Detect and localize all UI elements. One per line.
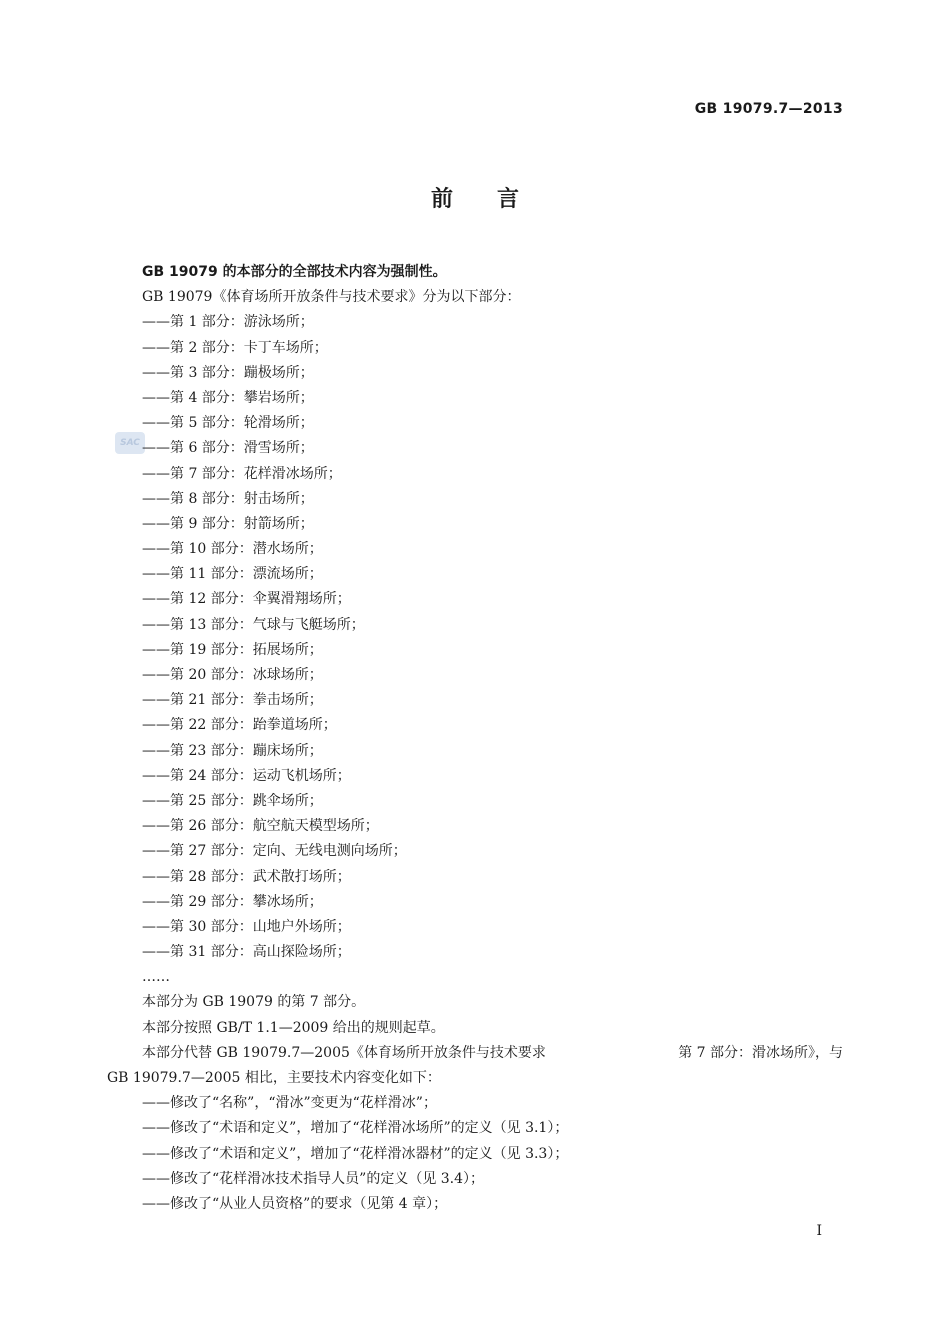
part-item: ——第 13 部分：气球与飞艇场所； bbox=[142, 616, 365, 633]
change-item: ——修改了“术语和定义”，增加了“花样滑冰场所”的定义（见 3.1）； bbox=[142, 1120, 569, 1137]
part-item: ——第 31 部分：高山探险场所； bbox=[142, 944, 351, 961]
part-item: ——第 9 部分：射箭场所； bbox=[142, 515, 314, 532]
part-item: ——第 5 部分：轮滑场所； bbox=[142, 415, 314, 432]
part-item: ——第 11 部分：漂流场所； bbox=[142, 566, 323, 583]
part-item: ——第 1 部分：游泳场所； bbox=[142, 314, 314, 331]
change-item: ——修改了“名称”，“滑冰”变更为“花样滑冰”； bbox=[142, 1095, 437, 1112]
replacement-text-a: 本部分代替 GB 19079.7—2005《体育场所开放条件与技术要求 bbox=[142, 1044, 546, 1061]
part-item: ——第 30 部分：山地户外场所； bbox=[142, 918, 351, 935]
part-item: ——第 8 部分：射击场所； bbox=[142, 490, 314, 507]
standard-code: GB 19079.7—2013 bbox=[694, 101, 843, 117]
page-number: I bbox=[816, 1223, 822, 1239]
change-item: ——修改了“花样滑冰技术指导人员”的定义（见 3.4）； bbox=[142, 1170, 485, 1187]
part-item: ——第 6 部分：滑雪场所； bbox=[142, 440, 314, 457]
part-statement: 本部分为 GB 19079 的第 7 部分。 bbox=[142, 994, 366, 1011]
part-item: ——第 2 部分：卡丁车场所； bbox=[142, 339, 328, 356]
part-item: ——第 7 部分：花样滑冰场所； bbox=[142, 465, 342, 482]
parts-intro: GB 19079《体育场所开放条件与技术要求》分为以下部分： bbox=[142, 289, 521, 306]
part-item: ——第 22 部分：跆拳道场所； bbox=[142, 717, 337, 734]
replacement-continuation: GB 19079.7—2005 相比，主要技术内容变化如下： bbox=[107, 1070, 441, 1086]
part-item: ——第 26 部分：航空航天模型场所； bbox=[142, 818, 379, 835]
replacement-statement bbox=[107, 1041, 843, 1066]
part-item: ——第 27 部分：定向、无线电测向场所； bbox=[142, 843, 407, 860]
parts-list bbox=[107, 310, 843, 965]
replacement-text-b: 第 7 部分：滑冰场所》，与 bbox=[678, 1044, 843, 1061]
change-item: ——修改了“术语和定义”，增加了“花样滑冰器材”的定义（见 3.3）； bbox=[142, 1145, 569, 1162]
part-item: ——第 4 部分：攀岩场所； bbox=[142, 389, 314, 406]
change-item: ——修改了“从业人员资格”的要求（见第 4 章）； bbox=[142, 1195, 448, 1212]
document-body bbox=[107, 260, 843, 1217]
mandatory-statement: GB 19079 的本部分的全部技术内容为强制性。 bbox=[142, 264, 447, 280]
ellipsis: …… bbox=[142, 969, 170, 986]
sac-watermark-logo: SAC bbox=[115, 432, 145, 454]
changes-list bbox=[107, 1091, 843, 1217]
part-item: ——第 29 部分：攀冰场所； bbox=[142, 893, 323, 910]
page-title: 前言 bbox=[430, 187, 563, 212]
drafting-rules-statement: 本部分按照 GB/T 1.1—2009 给出的规则起草。 bbox=[142, 1019, 445, 1036]
part-item: ——第 23 部分：蹦床场所； bbox=[142, 742, 323, 759]
part-item: ——第 24 部分：运动飞机场所； bbox=[142, 767, 351, 784]
part-item: ——第 12 部分：伞翼滑翔场所； bbox=[142, 591, 351, 608]
part-item: ——第 10 部分：潜水场所； bbox=[142, 541, 323, 558]
part-item: ——第 20 部分：冰球场所； bbox=[142, 667, 323, 683]
part-item: ——第 21 部分：拳击场所； bbox=[142, 692, 323, 709]
part-item: ——第 19 部分：拓展场所； bbox=[142, 641, 323, 658]
part-item: ——第 28 部分：武术散打场所； bbox=[142, 868, 351, 885]
part-item: ——第 3 部分：蹦极场所； bbox=[142, 364, 314, 381]
part-item: ——第 25 部分：跳伞场所； bbox=[142, 792, 323, 809]
